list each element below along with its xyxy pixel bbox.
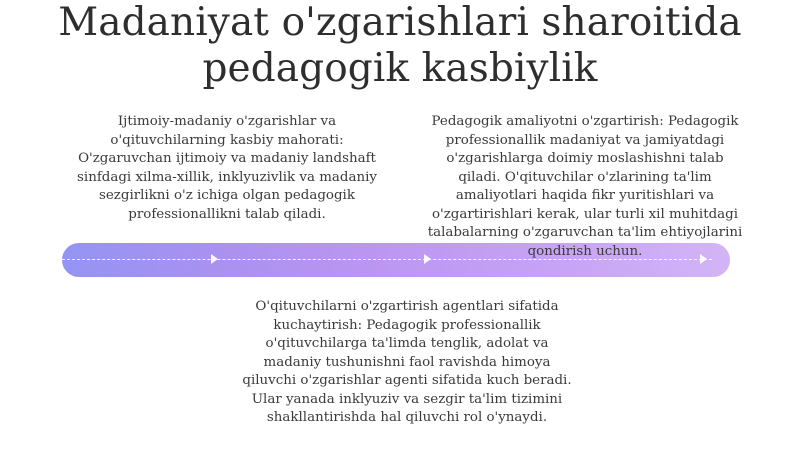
text-block-change-agents: O'qituvchilarni o'zgartirish agentlari sifatida kuchaytirish: Pedagogik professionallik o'qituvchilarga ta'limda tenglik, adolat va madaniy tushunishni faol ravishda himoya qiluvchi o'zgarishlar agenti sifatida kuch beradi. Ular yanada inklyuziv va sezgir ta'lim tizimini shakllantirishda hal qiluvchi rol o'ynaydi. <box>242 299 572 425</box>
text-block-transforming-practice: Pedagogik amaliyotni o'zgartirish: Pedagogik professionallik madaniyat va jamiyatdagi o'zgarishlarga doimiy moslashishni talab qiladi. O'qituvchilar o'zlarining ta'lim amaliyotlari haqida fikr yuritishlari va o'zgartirishlari kerak, ular turli xil muhitdagi talabalarning o'zgaruvchan ta'lim ehtiyojlarini qondirish uchun. <box>427 114 743 259</box>
slide-title-line-2: pedagogik kasbiylik <box>202 46 598 91</box>
slide-title <box>0 0 800 92</box>
text-block-sociocultural-changes: Ijtimoiy-madaniy o'zgarishlar va o'qituvchilarning kasbiy mahorati: O'zgaruvchan ijtimoiy va madaniy landshaft sinfdagi xilma-xillik, inklyuzivlik va madaniy sezgirlikni o'z ichiga olgan pedagogik professionallikni talab qiladi. <box>77 114 377 222</box>
slide-title-line-1: Madaniyat o'zgarishlari sharoitida <box>58 0 742 45</box>
arrow-right-icon <box>211 254 218 264</box>
